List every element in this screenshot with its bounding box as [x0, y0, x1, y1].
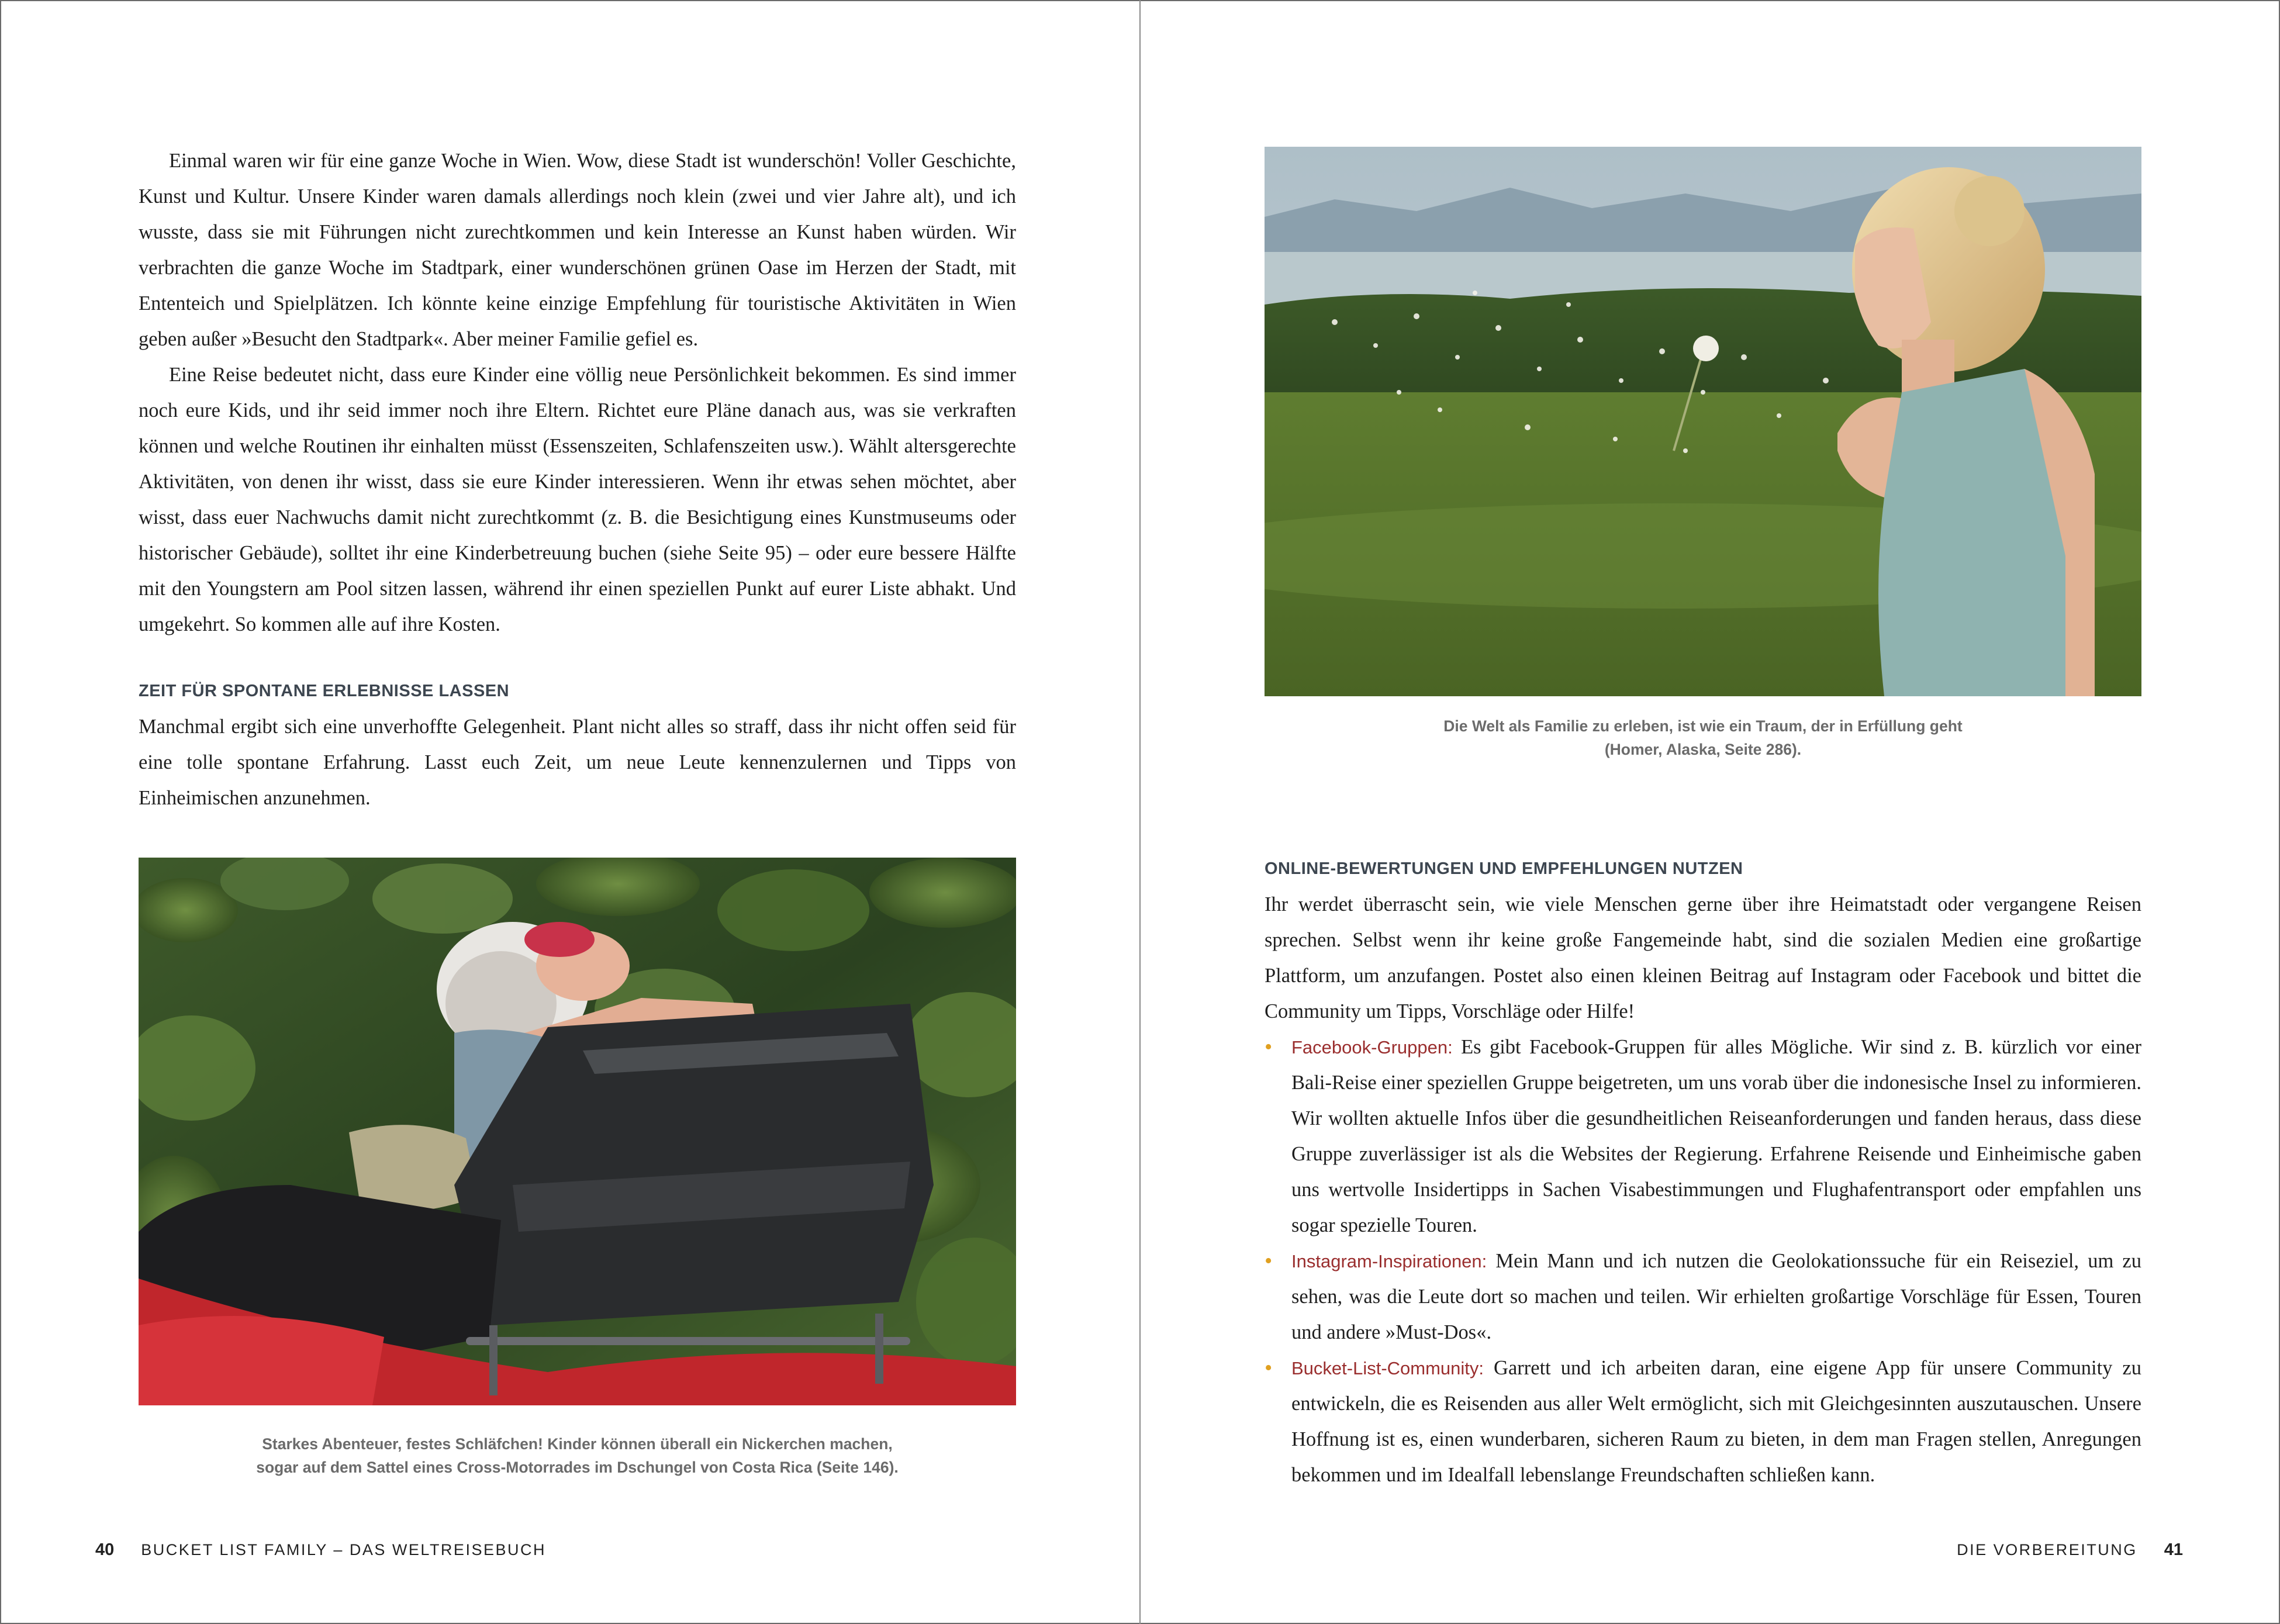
section-heading: ONLINE-BEWERTUNGEN UND EMPFEHLUNGEN NUTZEN: [1265, 859, 1743, 878]
caption-line: Die Welt als Familie zu erleben, ist wie ein Traum, der in Erfüllung geht: [1443, 717, 1963, 735]
list-item: [1265, 1243, 2141, 1350]
page-number: 41: [2164, 1540, 2183, 1559]
spread-gutter: [1139, 0, 1141, 1624]
left-photo-caption: [139, 1432, 1016, 1479]
list-item-text: Es gibt Facebook-Gruppen für alles Mögliche. Wir sind z. B. kürzlich vor einer Bali-Reise einer speziellen Gruppe beigetreten, um uns vorab über die indonesische Insel zu informieren. Wir wollten aktuelle Infos über die gesundheitlichen Reiseanforderungen und fanden heraus, dass diese Gruppe zuverlässiger ist als die Websites der Regierung. Erfahrene Reisende und Einheimische gaben uns wertvolle Insidertipps in Sachen Visabestimmungen und Flughafentransport oder empfahlen uns sogar spezielle Touren.: [1291, 1036, 2141, 1236]
running-title: DIE VORBEREITUNG: [1957, 1541, 2137, 1559]
right-body-text: [1265, 887, 2141, 1493]
list-item: [1265, 1350, 2141, 1493]
right-folio: [1957, 1540, 2183, 1560]
paragraph: Einmal waren wir für eine ganze Woche in Wien. Wow, diese Stadt ist wunderschön! Voller Geschichte, Kunst und Kultur. Unsere Kinder waren damals allerdings noch klein (zwei und vier Jahre alt), und ich wusste, dass sie mit Führungen nicht zurechtkommen und kein Interesse an Kunst haben würden. Wir verbrachten die ganze Woche im Stadtpark, einer wunderschönen grünen Oase im Herzen der Stadt, mit Ententeich und Spielplätzen. Ich könnte keine einzige Empfehlung für touristische Aktivitäten in Wien geben außer »Besucht den Stadtpark«. Aber meiner Familie gefiel es.: [139, 150, 1016, 350]
caption-line: Starkes Abenteuer, festes Schläfchen! Kinder können überall ein Nickerchen machen,: [262, 1435, 893, 1453]
list-item-text: Mein Mann und ich nutzen die Geolokationssuche für ein Reiseziel, um zu sehen, was die Leute dort so machen und teilen. Wir erhielten großartige Vorschläge für Essen, Touren und andere »Must-Dos«.: [1291, 1250, 2141, 1343]
list-item-term: Bucket-List-Community:: [1291, 1358, 1484, 1378]
list-item: [1265, 1029, 2141, 1243]
paragraph: Eine Reise bedeutet nicht, dass eure Kinder eine völlig neue Persönlichkeit bekommen. Es sind immer noch eure Kids, und ihr seid immer noch ihre Eltern. Richtet eure Pläne danach aus, was sie verkraften können und welche Routinen ihr einhalten müsst (Essenszeiten, Schlafenszeiten usw.). Wählt altersgerechte Aktivitäten, von denen ihr wisst, dass sie eure Kinder interessieren. Wenn ihr etwas sehen möchtet, aber wisst, dass euer Nachwuchs damit nicht zurechtkommt (z. B. die Besichtigung eines Kunstmuseums oder historischer Gebäude), solltet ihr eine Kinderbetreuung buchen (siehe Seite 95) – oder eure bessere Hälfte mit den Youngstern am Pool sitzen lassen, während ihr einen speziellen Punkt auf eurer Liste abhakt. Und umgekehrt. So kommen alle auf ihre Kosten.: [139, 364, 1016, 635]
section-heading: ZEIT FÜR SPONTANE ERLEBNISSE LASSEN: [139, 682, 510, 700]
paragraph: Manchmal ergibt sich eine unverhoffte Gelegenheit. Plant nicht alles so straff, dass ihr nicht offen seid für eine tolle spontane Erfahrung. Lasst euch Zeit, um neue Leute kennenzulernen und Tipps von Einheimischen anzunehmen.: [139, 716, 1016, 809]
page-number: 40: [95, 1540, 115, 1559]
right-photo-caption: [1265, 714, 2141, 761]
list-item-text: Garrett und ich arbeiten daran, eine eigene App für unsere Community zu entwickeln, die es Reisenden aus aller Welt ermöglicht, sich mit Gleichgesinnten auszutauschen. Unsere Hoffnung ist es, einen wunderbaren, sicheren Raum zu bieten, in dem man Fragen stellen, Anregungen bekommen und im Idealfall lebenslange Freundschaften schließen kann.: [1291, 1357, 2141, 1486]
running-title: BUCKET LIST FAMILY – DAS WELTREISEBUCH: [141, 1541, 546, 1559]
caption-line: sogar auf dem Sattel eines Cross-Motorrades im Dschungel von Costa Rica (Seite 146).: [256, 1459, 899, 1476]
left-section-text: [139, 709, 1016, 816]
left-body-text: [139, 143, 1016, 642]
list-item-term: Facebook-Gruppen:: [1291, 1037, 1453, 1058]
paragraph: Ihr werdet überrascht sein, wie viele Menschen gerne über ihre Heimatstadt oder vergangene Reisen sprechen. Selbst wenn ihr keine große Fangemeinde habt, sind die sozialen Medien eine großartige Plattform, um anzufangen. Postet also einen kleinen Beitrag auf Instagram oder Facebook und bittet die Community um Tipps, Vorschläge oder Hilfe!: [1265, 893, 2141, 1022]
caption-line: (Homer, Alaska, Seite 286).: [1604, 741, 1802, 758]
photo-child-on-motorbike: [139, 858, 1016, 1405]
left-folio: [95, 1540, 546, 1560]
list-item-term: Instagram-Inspirationen:: [1291, 1251, 1487, 1271]
photo-girl-dandelion: [1265, 147, 2141, 696]
tips-list: [1265, 1029, 2141, 1493]
